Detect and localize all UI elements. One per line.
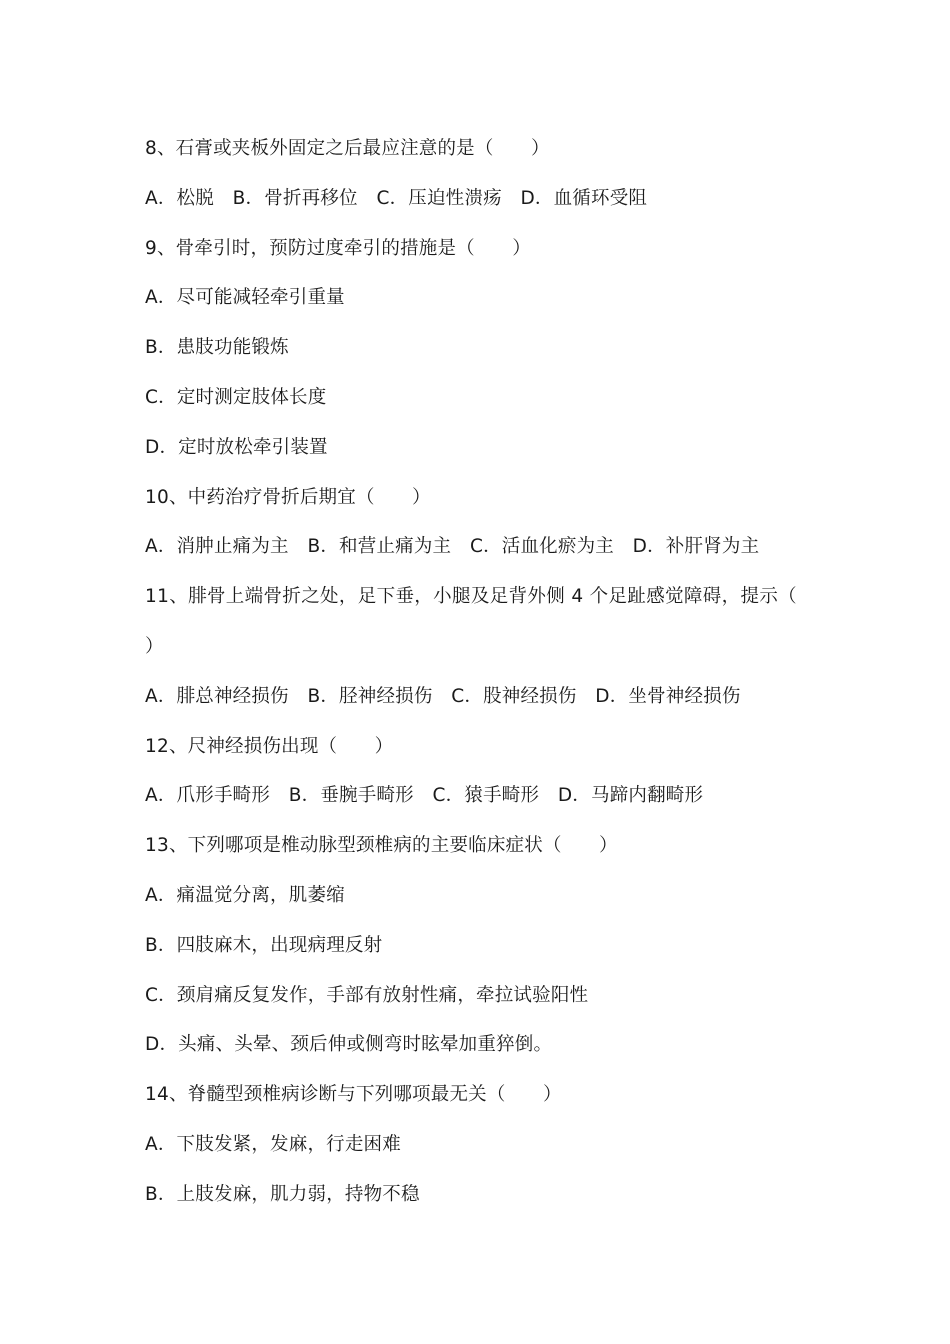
- question-11-options: A．腓总神经损伤 B．胫神经损伤 C．股神经损伤 D．坐骨神经损伤: [145, 685, 741, 707]
- question-9-option-a: A．尽可能减轻牵引重量: [145, 287, 345, 309]
- document-body: [145, 124, 825, 1220]
- question-14-option-b: B．上肢发麻，肌力弱，持物不稳: [145, 1183, 420, 1205]
- question-14-option-a: A．下肢发紧，发麻，行走困难: [145, 1133, 401, 1155]
- question-11: 11、腓骨上端骨折之处，足下垂，小腿及足背外侧 4 个足趾感觉障碍，提示（: [145, 586, 798, 608]
- question-13-option-c: C．颈肩痛反复发作，手部有放射性痛，牵拉试验阳性: [145, 984, 589, 1006]
- question-12: 12、尺神经损伤出现（ ）: [145, 735, 394, 757]
- question-9-option-d: D．定时放松牵引装置: [145, 436, 328, 458]
- question-10-options: A．消肿止痛为主 B．和营止痛为主 C．活血化瘀为主 D．补肝肾为主: [145, 536, 760, 558]
- question-9-option-c: C．定时测定肢体长度: [145, 386, 327, 408]
- question-11-continuation: ）: [145, 635, 164, 657]
- question-8: 8、石膏或夹板外固定之后最应注意的是（ ）: [145, 138, 550, 159]
- question-10: 10、中药治疗骨折后期宜（ ）: [145, 486, 431, 508]
- question-13-option-b: B．四肢麻木，出现病理反射: [145, 934, 383, 956]
- question-14: 14、脊髓型颈椎病诊断与下列哪项最无关（ ）: [145, 1084, 562, 1106]
- question-13: 13、下列哪项是椎动脉型颈椎病的主要临床症状（ ）: [145, 835, 618, 857]
- question-8-options: A．松脱 B．骨折再移位 C．压迫性溃疡 D．血循环受阻: [145, 187, 648, 209]
- question-13-option-d: D．头痛、头晕、颈后伸或侧弯时眩晕加重猝倒。: [145, 1034, 553, 1056]
- question-13-option-a: A．痛温觉分离，肌萎缩: [145, 884, 345, 906]
- question-9-option-b: B．患肢功能锻炼: [145, 337, 289, 359]
- question-12-options: A．爪形手畸形 B．垂腕手畸形 C．猿手畸形 D．马蹄内翻畸形: [145, 785, 704, 807]
- question-9: 9、骨牵引时，预防过度牵引的措施是（ ）: [145, 237, 531, 259]
